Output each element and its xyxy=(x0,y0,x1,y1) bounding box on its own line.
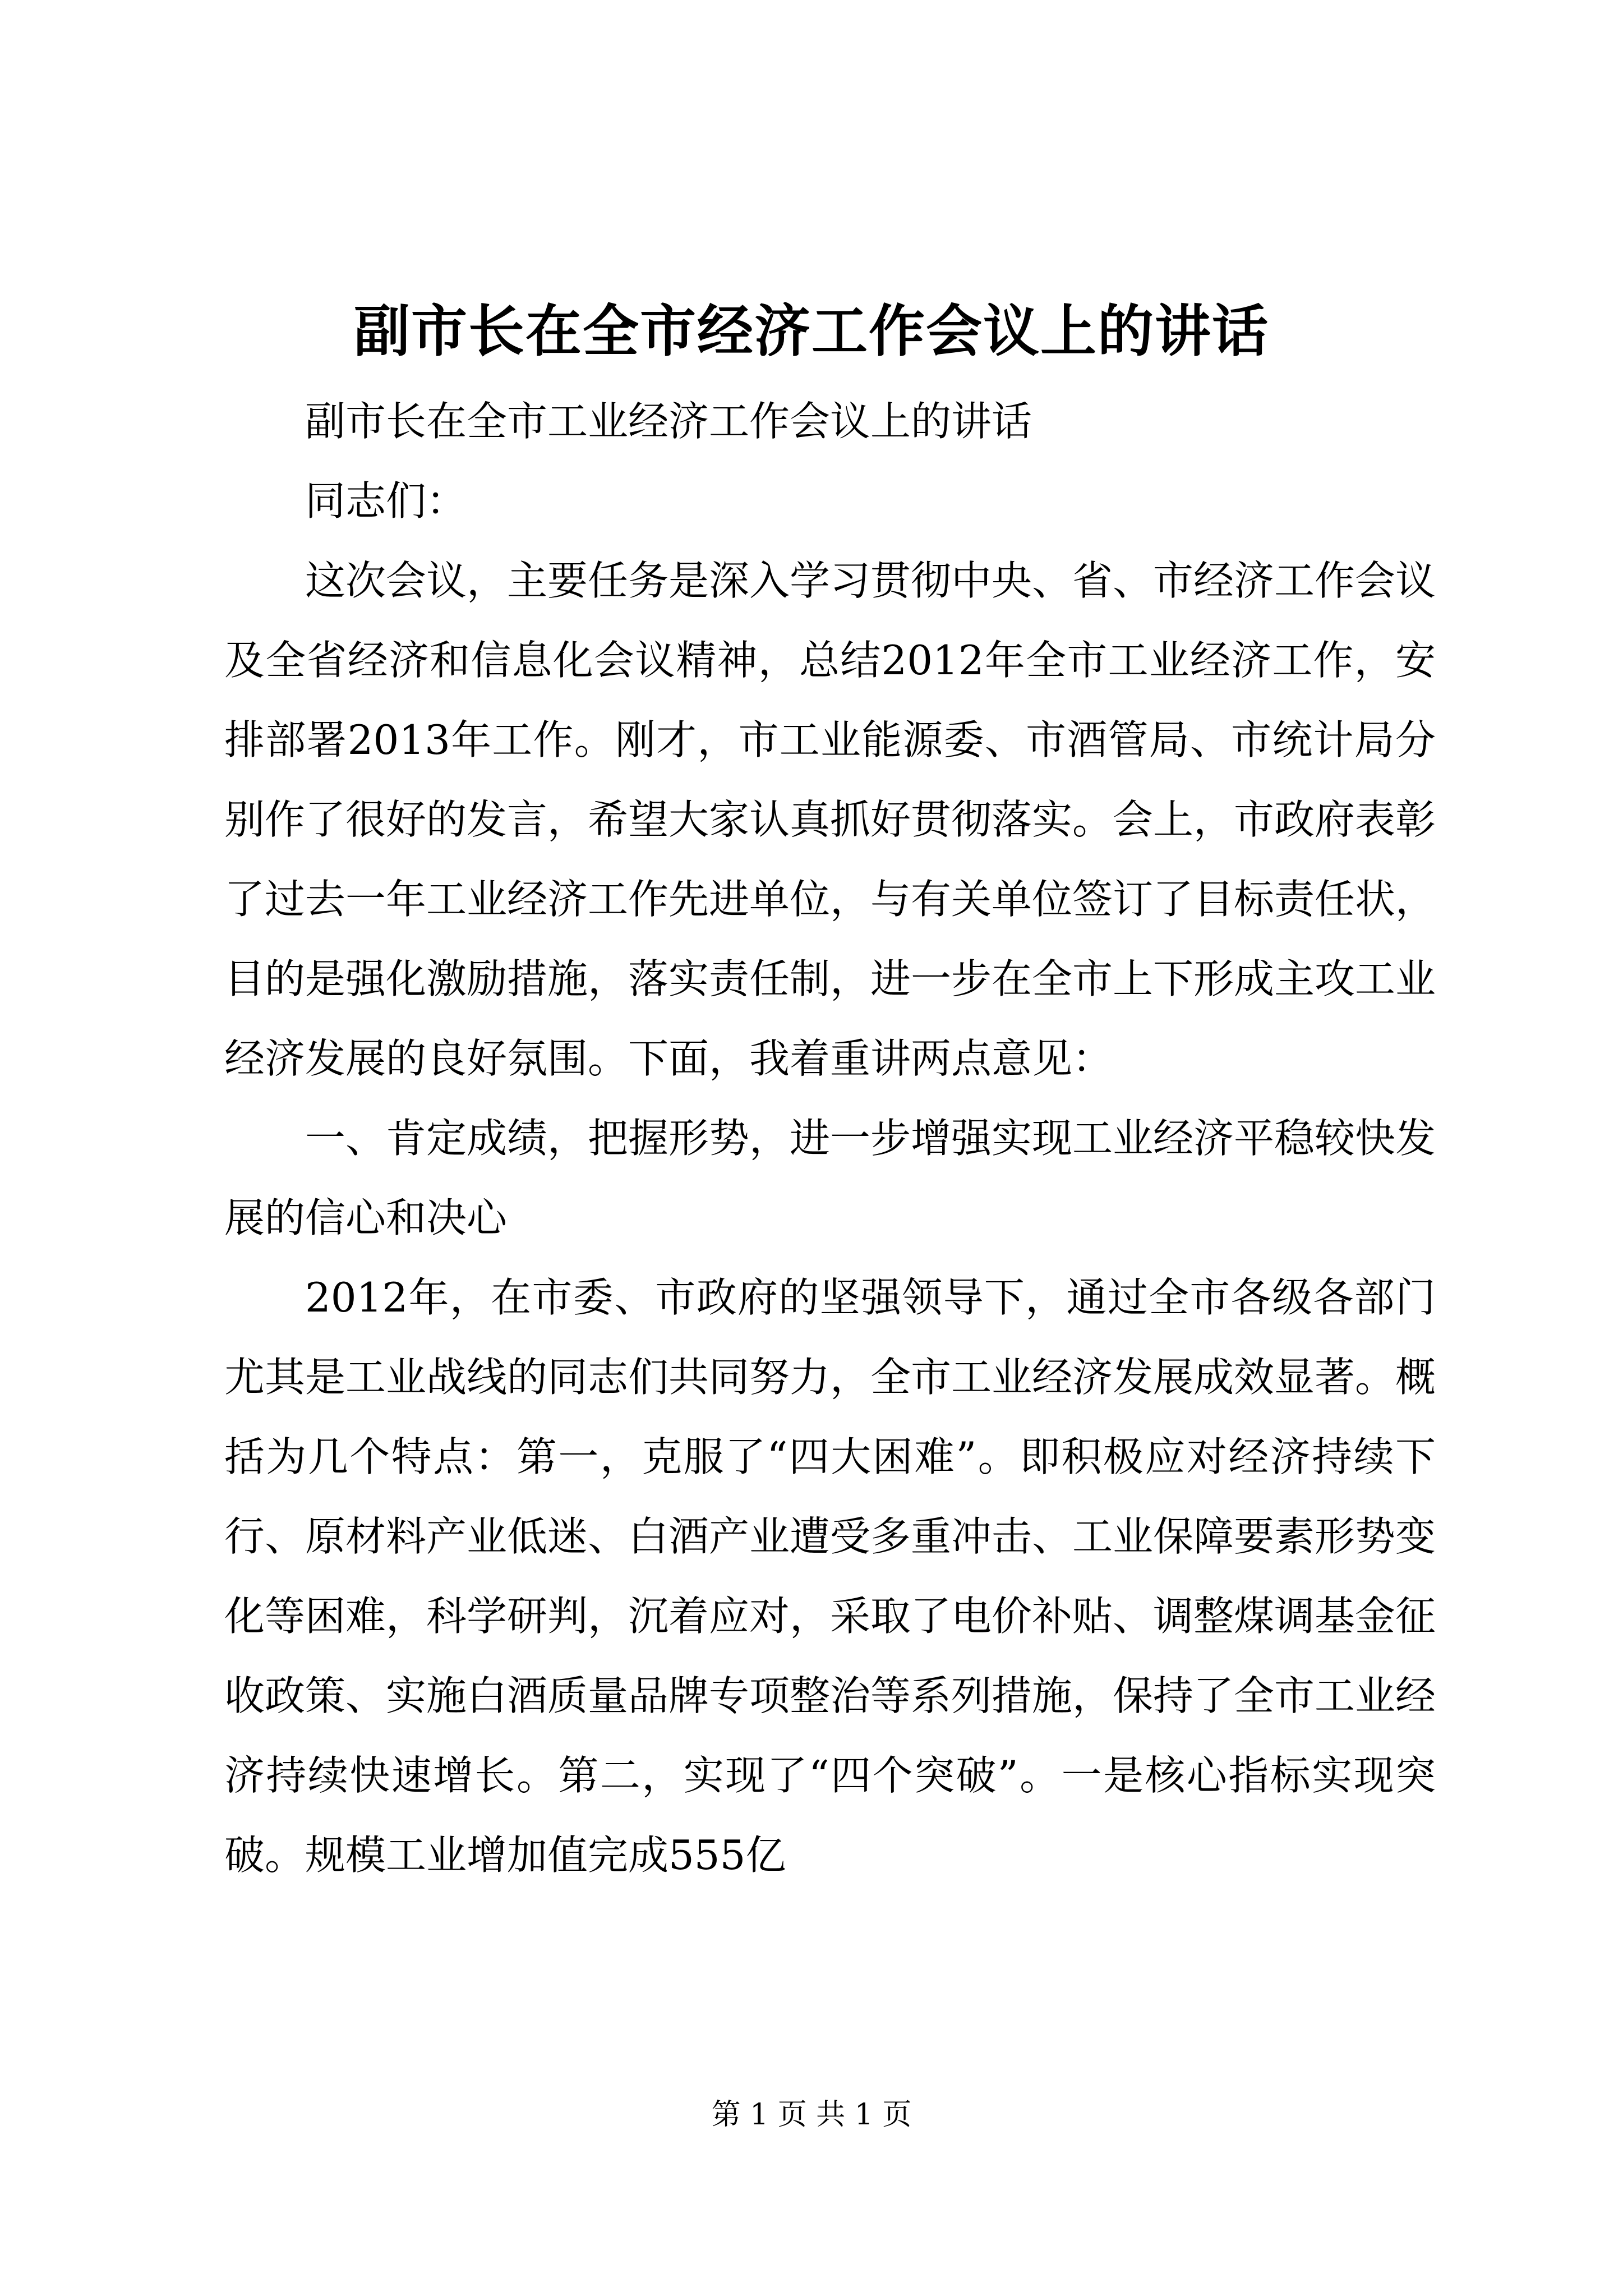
body-paragraph: 这次会议，主要任务是深入学习贯彻中央、省、市经济工作会议及全省经济和信息化会议精神，总结2012年全市工业经济工作，安排部署2013年工作。刚才，市工业能源委、市酒管局、市统计局分别作了很好的发言，希望大家认真抓好贯彻落实。会上，市政府表彰了过去一年工业经济工作先进单位，与有关单位签订了目标责任状，目的是强化激励措施，落实责任制，进一步在全市上下形成主攻工业经济发展的良好氛围。下面，我着重讲两点意见： xyxy=(224,557,1436,1082)
page-footer: 第 1 页 共 1 页 xyxy=(711,2098,912,2132)
document-title: 副市长在全市经济工作会议上的讲话 xyxy=(354,298,1269,364)
document-body xyxy=(224,381,1436,1895)
subtitle-paragraph: 副市长在全市工业经济工作会议上的讲话 xyxy=(305,398,1032,445)
salutation-paragraph: 同志们： xyxy=(305,477,467,524)
section-heading-paragraph: 一、肯定成绩，把握形势，进一步增强实现工业经济平稳较快发展的信心和决心 xyxy=(224,1115,1436,1241)
body-paragraph: 2012年，在市委、市政府的坚强领导下，通过全市各级各部门尤其是工业战线的同志们共同努力，全市工业经济发展成效显著。概括为几个特点：第一，克服了“四大困难”。即积极应对经济持续下行、原材料产业低迷、白酒产业遭受多重冲击、工业保障要素形势变化等困难，科学研判，沉着应对，采取了电价补贴、调整煤调基金征收政策、实施白酒质量品牌专项整治等系列措施，保持了全市工业经济持续快速增长。第二，实现了“四个突破”。一是核心指标实现突破。规模工业增加值完成555亿 xyxy=(224,1274,1436,1879)
